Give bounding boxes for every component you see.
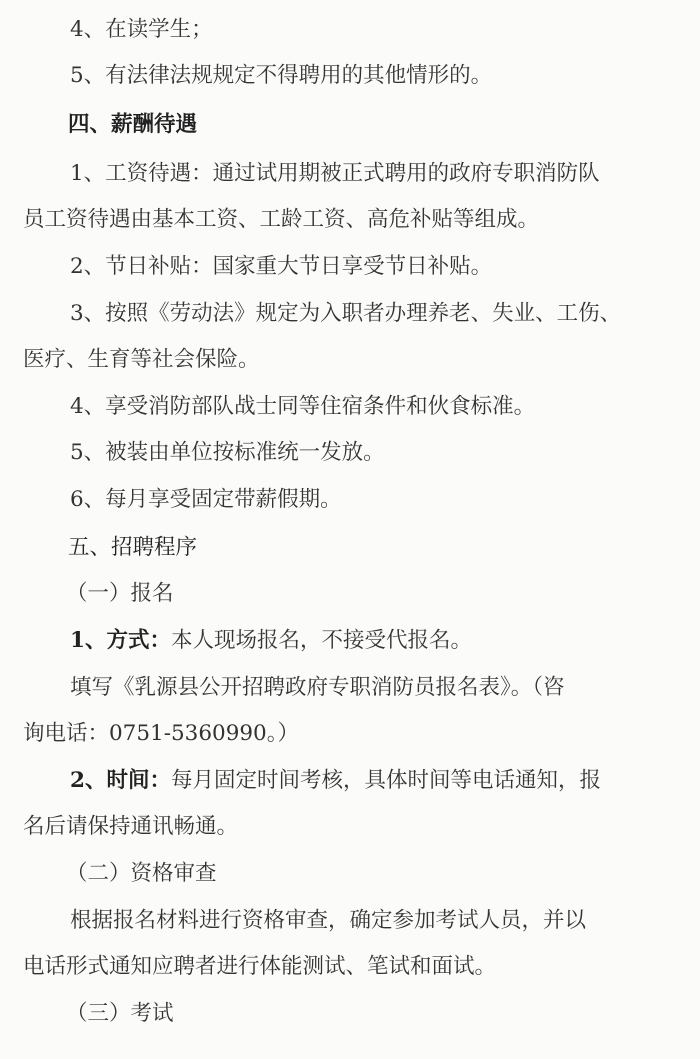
sub-heading: （三）考试: [66, 1001, 174, 1026]
paragraph-line: 名后请保持通讯畅通。: [23, 814, 239, 839]
list-item: 4、享受消防部队战士同等住宿条件和伙食标准。: [70, 394, 536, 419]
list-item: 2、节日补贴：国家重大节日享受节日补贴。: [70, 254, 493, 279]
field-value: 每月固定时间考核，具体时间等电话通知，报: [170, 768, 601, 793]
paragraph-line: 医疗、生育等社会保险。: [23, 347, 260, 372]
list-item: 5、有法律法规规定不得聘用的其他情形的。: [70, 63, 493, 88]
list-item: 4、在读学生；: [70, 17, 213, 42]
section-heading: 五、招聘程序: [68, 535, 198, 560]
section-heading: 四、薪酬待遇: [68, 112, 198, 137]
paragraph-line: [70, 629, 472, 652]
paragraph-line: [70, 769, 601, 792]
sub-heading: （二）资格审查: [66, 861, 217, 886]
paragraph-line: 员工资待遇由基本工资、工龄工资、高危补贴等组成。: [23, 207, 540, 232]
field-label: 2、时间：: [70, 768, 171, 793]
field-label: 1、方式：: [70, 628, 171, 653]
field-value: 本人现场报名，不接受代报名。: [170, 628, 472, 653]
paragraph-line: 1、工资待遇：通过试用期被正式聘用的政府专职消防队: [70, 161, 600, 186]
list-item: 5、被装由单位按标准统一发放。: [70, 440, 385, 465]
paragraph-line: 填写《乳源县公开招聘政府专职消防员报名表》。（咨: [70, 675, 565, 700]
list-item: 6、每月享受固定带薪假期。: [70, 487, 342, 512]
paragraph-line: 3、按照《劳动法》规定为入职者办理养老、失业、工伤、: [70, 301, 622, 326]
paragraph-line: 电话形式通知应聘者进行体能测试、笔试和面试。: [23, 954, 497, 979]
paragraph-line: 根据报名材料进行资格审查，确定参加考试人员，并以: [70, 908, 587, 933]
sub-heading: （一）报名: [66, 581, 174, 606]
paragraph-line: 询电话：0751-5360990。）: [23, 721, 299, 746]
